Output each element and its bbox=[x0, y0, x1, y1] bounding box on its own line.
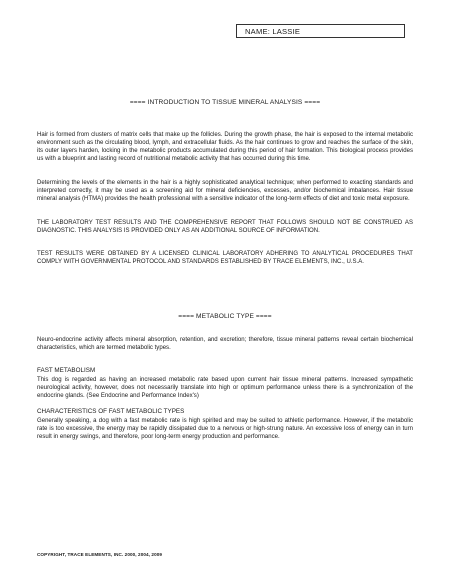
intro-paragraph-disclaimer: THE LABORATORY TEST RESULTS AND THE COMPREHENSIVE REPORT THAT FOLLOWS SHOULD NOT BE CONSTRUED AS DIAGNOSTIC. THIS ANALYSIS IS PROVIDED ONLY AS AN ADDITIONAL SOURCE OF INFORMATION. bbox=[37, 220, 413, 235]
fast-metabolism-title: FAST METABOLISM bbox=[37, 367, 96, 374]
metabolic-type-heading: ==== METABOLIC TYPE ==== bbox=[178, 313, 272, 320]
patient-name-box: NAME: LASSIE bbox=[236, 24, 405, 38]
intro-paragraph-analytical-technique: Determining the levels of the elements in the hair is a highly sophisticated analytical technique; when performed to exacting standards and interpreted correctly, it may be used as a screening aid for mineral deficiencies, excesses, and/or biochemical imbalances. Hair tissue mineral analysis (HTMA) provides the health professional with a sensitive indicator of the long-term effects of diet and toxic metal exposure. bbox=[37, 180, 413, 203]
characteristics-title: CHARACTERISTICS OF FAST METABOLIC TYPES bbox=[37, 408, 185, 415]
intro-heading: ==== INTRODUCTION TO TISSUE MINERAL ANALYSIS ==== bbox=[129, 99, 321, 106]
metabolic-intro-paragraph: Neuro-endocrine activity affects mineral absorption, retention, and excretion; therefore, tissue mineral patterns reveal certain biochemical characteristics, which are termed metabolic types. bbox=[37, 337, 413, 352]
intro-paragraph-hair-formation: Hair is formed from clusters of matrix cells that make up the follicles. During the growth phase, the hair is exposed to the internal metabolic environment such as the circulating blood, lymph, and extracellular fluids. As the hair continues to grow and reaches the surface of the skin, its outer layers harden, locking in the metabolic products accumulated during this period of hair formation. This biological process provides us with a blueprint and lasting record of nutritional metabolic activity that has occurred during this time. bbox=[37, 132, 413, 163]
fast-metabolism-paragraph: This dog is regarded as having an increased metabolic rate based upon current hair tissue mineral patterns. Increased sympathetic neurological activity, however, does not necessarily translate into high or optimum performance unless there is a synchronization of the endocrine glands. (See Endocrine and Performance Index's) bbox=[37, 377, 413, 400]
characteristics-paragraph: Generally speaking, a dog with a fast metabolic rate is high spirited and may be suited to athletic performance. However, if the metabolic rate is too excessive, the energy may be rapidly dissipated due to a nervous or high-strung nature. An excessive loss of energy can in turn result in energy swings, and therefore, poor long-term energy production and performance. bbox=[37, 418, 413, 441]
copyright-footer: COPYRIGHT, TRACE ELEMENTS, INC. 2000, 2004, 2009 bbox=[37, 552, 163, 557]
intro-paragraph-laboratory: TEST RESULTS WERE OBTAINED BY A LICENSED CLINICAL LABORATORY ADHERING TO ANALYTICAL PROCEDURES THAT COMPLY WITH GOVERNMENTAL PROTOCOL AND STANDARDS ESTABLISHED BY TRACE ELEMENTS, INC., U.S.A. bbox=[37, 251, 413, 266]
